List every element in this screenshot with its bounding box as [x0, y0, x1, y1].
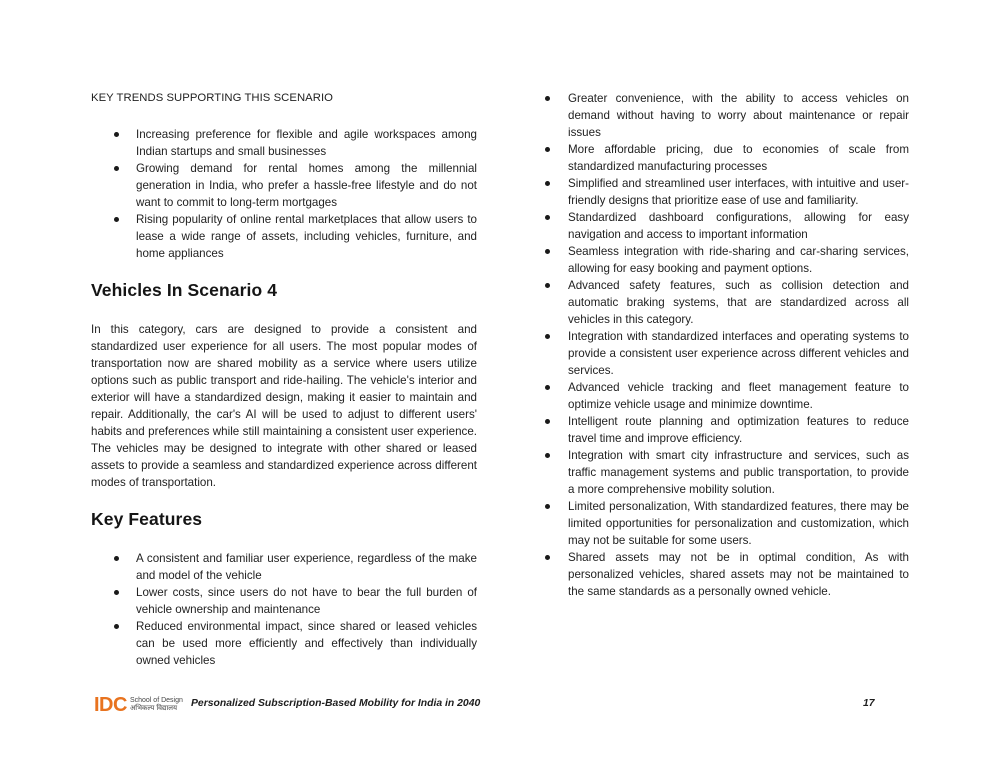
key-features-heading: Key Features [91, 509, 203, 529]
bullet-icon [545, 209, 551, 226]
list-item: Shared assets may not be in optimal condition, As with personalized vehicles, shared assets may not be maintained to the same standards as a personally owned vehicle. [568, 549, 909, 600]
list-item: Lower costs, since users do not have to bear the full burden of vehicle ownership and maintenance [136, 584, 477, 618]
list-item: Growing demand for rental homes among the millennial generation in India, who prefer a hassle-free lifestyle and do not want to commit to long-term mortgages [136, 160, 477, 211]
list-item: Intelligent route planning and optimization features to reduce travel time and improve efficiency. [568, 413, 909, 447]
list-item: Increasing preference for flexible and agile workspaces among Indian startups and small businesses [136, 126, 477, 160]
key-features-continued-list [545, 90, 909, 600]
page-footer [94, 694, 884, 716]
list-item: Integration with standardized interfaces and operating systems to provide a consistent user experience across different vehicles and services. [568, 328, 909, 379]
list-item: Standardized dashboard configurations, allowing for easy navigation and access to important information [568, 209, 909, 243]
list-item: Limited personalization, With standardized features, there may be limited opportunities for personalization and customization, which may not be suitable for some users. [568, 498, 909, 549]
bullet-icon [545, 243, 551, 260]
bullet-icon [545, 447, 551, 464]
document-title: Personalized Subscription-Based Mobility for India in 2040 [191, 698, 481, 709]
vehicles-heading: Vehicles In Scenario 4 [91, 280, 278, 300]
list-item: Greater convenience, with the ability to access vehicles on demand without having to worry about maintenance or repair issues [568, 90, 909, 141]
list-item: A consistent and familiar user experience, regardless of the make and model of the vehicle [136, 550, 477, 584]
bullet-icon [114, 550, 120, 567]
list-item: Advanced safety features, such as collision detection and automatic braking systems, that are standardized across all vehicles in this category. [568, 277, 909, 328]
bullet-icon [114, 211, 120, 228]
bullet-icon [114, 584, 120, 601]
bullet-icon [545, 328, 551, 345]
idc-logo-text [130, 697, 183, 713]
key-features-list [91, 550, 477, 669]
right-column [545, 90, 909, 600]
list-item: Rising popularity of online rental marketplaces that allow users to lease a wide range of assets, including vehicles, furniture, and home appliances [136, 211, 477, 262]
bullet-icon [545, 141, 551, 158]
list-item: Integration with smart city infrastructure and services, such as traffic management systems and public transportation, to provide a more comprehensive mobility solution. [568, 447, 909, 498]
idc-logo-mark: IDC [94, 694, 127, 716]
logo-line-hindi: अभिकल्प विद्यालय [129, 705, 178, 712]
list-item: Simplified and streamlined user interfaces, with intuitive and user-friendly designs that prioritize ease of use and familiarity. [568, 175, 909, 209]
vehicles-paragraph: In this category, cars are designed to provide a consistent and standardized user experience for all users. The most popular modes of transportation now are shared mobility as a service where users utilize options such as public transport and ride-hailing. The vehicle's interior and exterior will have a standardized design, making it easier to maintain and repair. Additionally, the car's AI will be used to adjust to different users' habits and preferences while still maintaining a consistent user experience. The vehicles may be designed to integrate with other shared or leased assets to provide a seamless and standardized experience across different modes of transportation. [91, 323, 477, 489]
logo-line-english: School of Design [129, 697, 183, 704]
key-trends-list [91, 126, 477, 262]
idc-logo [94, 694, 183, 716]
list-item: Seamless integration with ride-sharing and car-sharing services, allowing for easy booking and payment options. [568, 243, 909, 277]
bullet-icon [545, 277, 551, 294]
list-item: Advanced vehicle tracking and fleet management feature to optimize vehicle usage and minimize downtime. [568, 379, 909, 413]
left-column [91, 90, 477, 669]
bullet-icon [545, 413, 551, 430]
key-trends-kicker: KEY TRENDS SUPPORTING THIS SCENARIO [91, 92, 333, 104]
bullet-icon [114, 618, 120, 635]
list-item: More affordable pricing, due to economies of scale from standardized manufacturing processes [568, 141, 909, 175]
bullet-icon [545, 175, 551, 192]
bullet-icon [114, 160, 120, 177]
bullet-icon [545, 549, 551, 566]
list-item: Reduced environmental impact, since shared or leased vehicles can be used more efficiently and effectively than individually owned vehicles [136, 618, 477, 669]
bullet-icon [114, 126, 120, 143]
bullet-icon [545, 90, 551, 107]
page-number: 17 [863, 698, 875, 709]
bullet-icon [545, 379, 551, 396]
bullet-icon [545, 498, 551, 515]
